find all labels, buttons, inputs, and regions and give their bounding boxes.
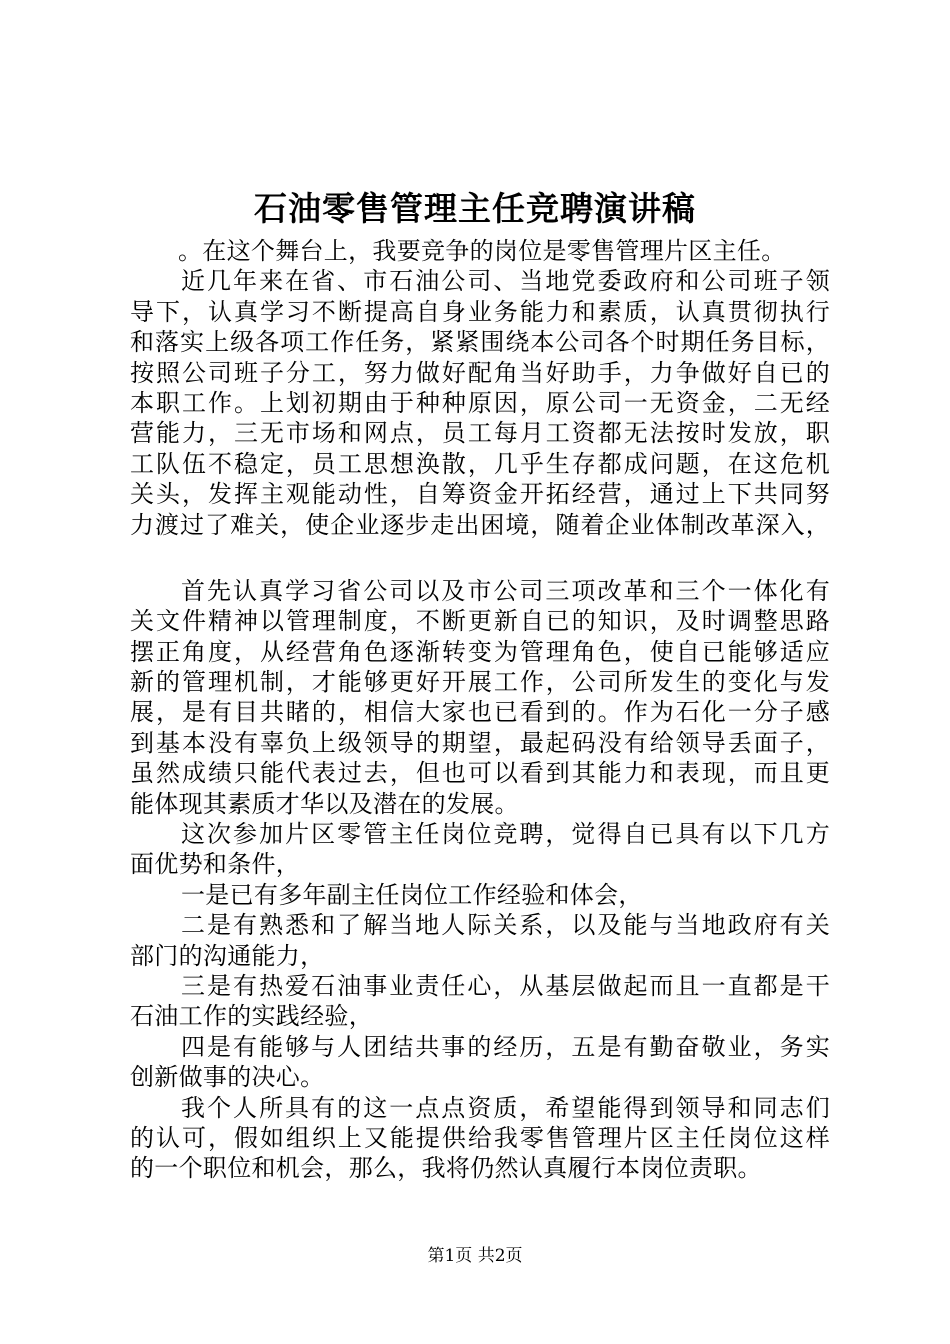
text-line: 四是有能够与人团结共事的经历，五是有勤奋敬业，务实	[181, 1032, 830, 1061]
text-line: 按照公司班子分工，努力做好配角当好助手，力争做好自已的	[130, 358, 830, 387]
text-line: 导下，认真学习不断提高自身业务能力和素质，认真贯彻执行	[130, 297, 830, 326]
text-line: 摆正角度，从经营角色逐渐转变为管理角色，使自已能够适应	[130, 637, 830, 666]
text-line: 。在这个舞台上，我要竞争的岗位是零售管理片区主任。	[178, 237, 786, 265]
text-line: 营能力，三无市场和网点，员工每月工资都无法按时发放，职	[130, 419, 830, 448]
page-number-footer: 第1页 共2页	[427, 1246, 523, 1266]
text-line: 工队伍不稳定，员工思想涣散，几乎生存都成问题，在这危机	[130, 449, 830, 478]
text-line: 和落实上级各项工作任务，紧紧围绕本公司各个时期任务目标，	[130, 328, 830, 357]
text-line: 到基本没有辜负上级领导的期望，最起码没有给领导丢面子，	[130, 728, 830, 757]
text-line: 首先认真学习省公司以及市公司三项改革和三个一体化有	[181, 576, 830, 605]
text-line: 二是有熟悉和了解当地人际关系，以及能与当地政府有关	[181, 911, 830, 940]
text-line: 面优势和条件，	[130, 850, 301, 879]
text-line: 能体现其素质才华以及潜在的发展。	[130, 789, 519, 818]
text-line: 我个人所具有的这一点点资质，希望能得到领导和同志们	[181, 1093, 830, 1122]
text-line: 的认可，假如组织上又能提供给我零售管理片区主任岗位这样	[130, 1123, 830, 1152]
paragraph-gap	[130, 540, 830, 576]
text-line: 的一个职位和机会，那么，我将仍然认真履行本岗位责职。	[130, 1154, 762, 1183]
text-line: 三是有热爱石油事业责任心，从基层做起而且一直都是干	[181, 971, 830, 1000]
document-body	[130, 236, 830, 1184]
text-line: 近几年来在省、市石油公司、当地党委政府和公司班子领	[181, 267, 830, 296]
text-line: 展，是有目共睹的，相信大家也已看到的。作为石化一分子感	[130, 698, 830, 727]
text-line: 虽然成绩只能代表过去，但也可以看到其能力和表现，而且更	[130, 759, 830, 788]
text-line: 创新做事的决心。	[130, 1063, 325, 1092]
text-line: 一是已有多年副主任岗位工作经验和体会，	[181, 880, 643, 909]
text-line: 力渡过了难关，使企业逐步走出困境，随着企业体制改革深入，	[130, 510, 830, 539]
text-line: 关文件精神以管理制度，不断更新自已的知识，及时调整思路	[130, 607, 830, 636]
text-line: 这次参加片区零管主任岗位竞聘，觉得自已具有以下几方	[181, 820, 830, 849]
text-line: 新的管理机制，才能够更好开展工作，公司所发生的变化与发	[130, 668, 830, 697]
text-line: 本职工作。上划初期由于种种原因，原公司一无资金，二无经	[130, 388, 830, 417]
document-title: 石油零售管理主任竞聘演讲稿	[254, 189, 696, 228]
text-line: 部门的沟通能力，	[130, 941, 325, 970]
text-line: 关头，发挥主观能动性，自筹资金开拓经营，通过上下共同努	[130, 480, 830, 509]
text-line: 石油工作的实践经验，	[130, 1002, 373, 1031]
